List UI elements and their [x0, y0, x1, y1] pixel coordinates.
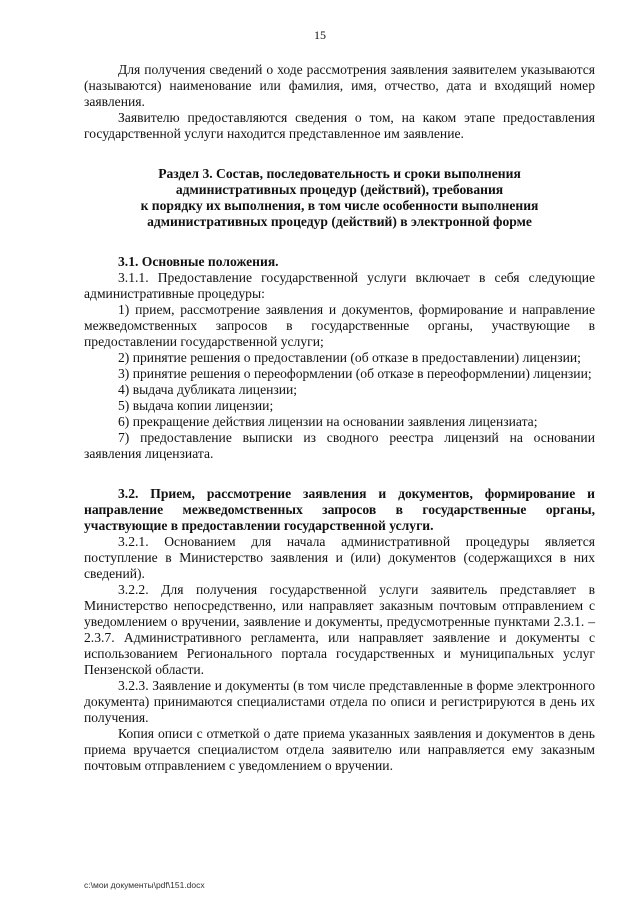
- list-item: 4) выдача дубликата лицензии;: [118, 382, 298, 397]
- list-item: 5) выдача копии лицензии;: [118, 398, 274, 413]
- paragraph: Для получения сведений о ходе рассмотрения заявления заявителем указываются (называются) наименование или фамилия, имя, отчество, дата и входящий номер заявления.: [84, 62, 595, 109]
- paragraph: Копия описи с отметкой о дате приема указанных заявления и документов в день приема вручается специалистом отдела заявителю или направляется ему заказным почтовым отправлением с уведомлением о вручении.: [84, 726, 595, 773]
- paragraph: 3.1.1. Предоставление государственной услуги включает в себя следующие административные процедуры:: [84, 270, 595, 301]
- list-item: 7) предоставление выписки из сводного реестра лицензий на основании заявления лицензиата.: [84, 430, 595, 461]
- section-heading-line: Раздел 3. Состав, последовательность и сроки выполнения: [158, 166, 521, 181]
- list-item: 6) прекращение действия лицензии на основании заявления лицензиата;: [118, 414, 538, 429]
- list-item: 1) прием, рассмотрение заявления и документов, формирование и направление межведомственных запросов в государственные органы, участвующие в предоставлении государственной услуги;: [84, 302, 595, 349]
- list-item: 2) принятие решения о предоставлении (об отказе в предоставлении) лицензии;: [118, 350, 581, 365]
- paragraph: 3.2.3. Заявление и документы (в том числе представленные в форме электронного документа) принимаются специалистами отдела по описи и регистрируются в день их получения.: [84, 678, 595, 725]
- subsection-title: 3.1. Основные положения.: [118, 254, 279, 269]
- page-number: 15: [314, 28, 326, 42]
- section-heading-line: к порядку их выполнения, в том числе особенности выполнения: [140, 198, 539, 213]
- section-heading-line: административных процедур (действий) в электронной форме: [147, 214, 532, 229]
- section-heading-line: административных процедур (действий), требования: [175, 182, 504, 197]
- section-heading: [84, 166, 595, 230]
- subsection-title: 3.2. Прием, рассмотрение заявления и документов, формирование и направление межведомственных запросов в государственные органы, участвующие в предоставлении государственной услуги.: [84, 486, 595, 533]
- paragraph: 3.2.1. Основанием для начала административной процедуры является поступление в Министерство заявления и (или) документов (содержащихся в них сведений).: [84, 534, 595, 581]
- document-body: [84, 62, 595, 774]
- list-item: 3) принятие решения о переоформлении (об отказе в переоформлении) лицензии;: [118, 366, 592, 381]
- paragraph: Заявителю предоставляются сведения о том, на каком этапе предоставления государственной услуги находится представленное им заявление.: [84, 110, 595, 141]
- footer-file-path: c:\мои документы\pdf\151.docx: [84, 880, 205, 890]
- paragraph: 3.2.2. Для получения государственной услуги заявитель представляет в Министерство непосредственно, или направляет заказным почтовым отправлением с уведомлением о вручении, заявление и документы, предусмотренные пунктами 2.3.1. – 2.3.7. Административного регламента, или направляет заявление и документы с использованием Регионального портала государственных и муниципальных услуг Пензенской области.: [84, 582, 595, 677]
